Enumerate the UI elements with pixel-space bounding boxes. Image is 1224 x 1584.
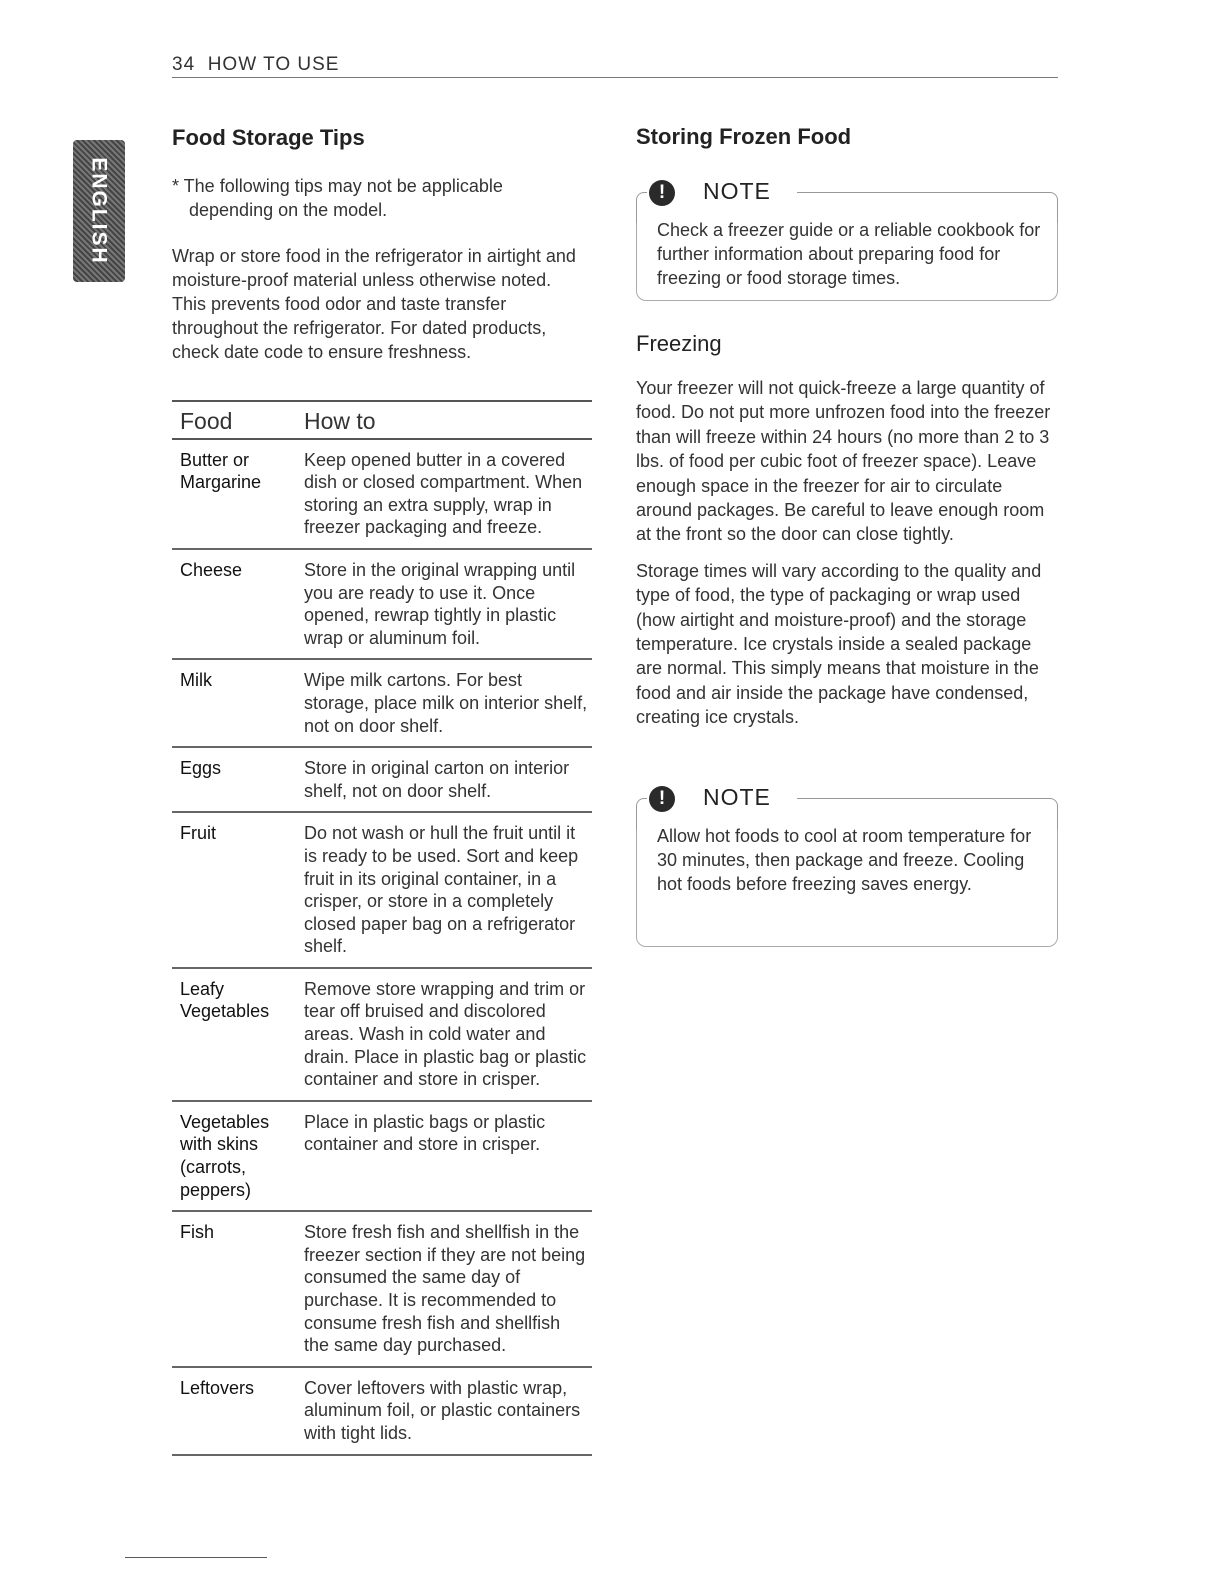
table-row [172, 747, 592, 812]
note-frame-line [797, 192, 1058, 223]
food-cell: Fruit [172, 812, 296, 968]
note-frame-line [797, 798, 1058, 829]
food-cell: Eggs [172, 747, 296, 812]
warning-icon: ! [649, 786, 675, 812]
howto-cell: Do not wash or hull the fruit until it is ready to be used. Sort and keep fruit in its original container, in a crisper, or store in a completely closed paper bag on a refrigerator shelf. [296, 812, 592, 968]
note-title: NOTE [703, 178, 771, 204]
page-header [172, 54, 339, 76]
language-label: ENGLISH [88, 157, 111, 265]
table-header-row [172, 401, 592, 439]
table-row [172, 1101, 592, 1211]
storing-frozen-title: Storing Frozen Food [636, 124, 852, 149]
note-text: Check a freezer guide or a reliable cookbook for further information about preparing food for freezing or food storage times. [657, 220, 1041, 288]
table-row [172, 968, 592, 1101]
freezing-body [636, 376, 1061, 742]
note-box-freezer-guide [636, 178, 1058, 301]
footer-link-line [125, 1557, 267, 1558]
intro-paragraph: Wrap or store food in the refrigerator in airtight and moisture-proof material unless otherwise noted. This prevents food odor and taste transfer throughout the refrigerator. For dated products, check date code to ensure freshness. [172, 246, 576, 362]
freezing-paragraph-1: Your freezer will not quick-freeze a large quantity of food. Do not put more unfrozen food into the freezer than will freeze within 24 hours (no more than 2 to 3 lbs. of food per cubic foot of freezer space). Leave enough space in the freezer for air to circulate around packages. Be careful to leave enough room at the front so the door can close tightly. [636, 378, 1051, 545]
howto-cell: Place in plastic bags or plastic container and store in crisper. [296, 1101, 592, 1211]
table-row [172, 659, 592, 747]
table-row [172, 439, 592, 549]
note-frame-line [636, 798, 647, 829]
howto-cell: Keep opened butter in a covered dish or closed compartment. When storing an extra supply, wrap in freezer packaging and freeze. [296, 439, 592, 549]
page-number: 34 [172, 54, 196, 75]
food-cell: Butter or Margarine [172, 439, 296, 549]
column-header-food: Food [172, 401, 296, 439]
howto-cell: Wipe milk cartons. For best storage, place milk on interior shelf, not on door shelf. [296, 659, 592, 747]
table-row [172, 1211, 592, 1367]
header-rule [172, 77, 1058, 78]
howto-cell: Store fresh fish and shellfish in the freezer section if they are not being consumed the same day of purchase. It is recommended to consume fresh fish and shellfish the same day purchased. [296, 1211, 592, 1367]
note-text: Allow hot foods to cool at room temperature for 30 minutes, then package and freeze. Cooling hot foods before freezing saves energy. [657, 826, 1032, 894]
freezing-paragraph-2: Storage times will vary according to the quality and type of food, the type of packaging or wrap used (how airtight and moisture-proof) and the storage temperature. Ice crystals inside a sealed package are normal. This simply means that moisture in the food and air inside the package have condensed, creating ice crystals. [636, 560, 1042, 728]
howto-cell: Cover leftovers with plastic wrap, aluminum foil, or plastic containers with tight lids. [296, 1367, 592, 1455]
column-header-howto: How to [296, 401, 592, 439]
food-cell: Fish [172, 1211, 296, 1367]
section-name: HOW TO USE [207, 54, 340, 75]
warning-icon: ! [649, 180, 675, 206]
food-cell: Cheese [172, 549, 296, 659]
howto-cell: Remove store wrapping and trim or tear off bruised and discolored areas. Wash in cold water and drain. Place in plastic bag or plastic container and store in crisper. [296, 968, 592, 1101]
note-title: NOTE [703, 784, 771, 810]
food-cell: Leafy Vegetables [172, 968, 296, 1101]
howto-cell: Store in original carton on interior shelf, not on door shelf. [296, 747, 592, 812]
intro-block [172, 174, 587, 364]
freezing-heading: Freezing [636, 331, 722, 356]
table-row [172, 549, 592, 659]
applicability-note: * The following tips may not be applicable depending on the model. [172, 176, 503, 220]
note-header [637, 786, 1057, 826]
table-row [172, 1367, 592, 1455]
note-header [637, 180, 1057, 220]
food-cell: Vegetables with skins (carrots, peppers) [172, 1101, 296, 1211]
language-tab [73, 140, 125, 282]
table-row [172, 812, 592, 968]
food-cell: Leftovers [172, 1367, 296, 1455]
note-box-cool-foods [636, 784, 1058, 947]
note-frame-line [636, 192, 647, 223]
food-storage-title: Food Storage Tips [172, 125, 365, 150]
food-cell: Milk [172, 659, 296, 747]
howto-cell: Store in the original wrapping until you are ready to use it. Once opened, rewrap tightly in plastic wrap or aluminum foil. [296, 549, 592, 659]
food-storage-table [172, 400, 592, 1456]
